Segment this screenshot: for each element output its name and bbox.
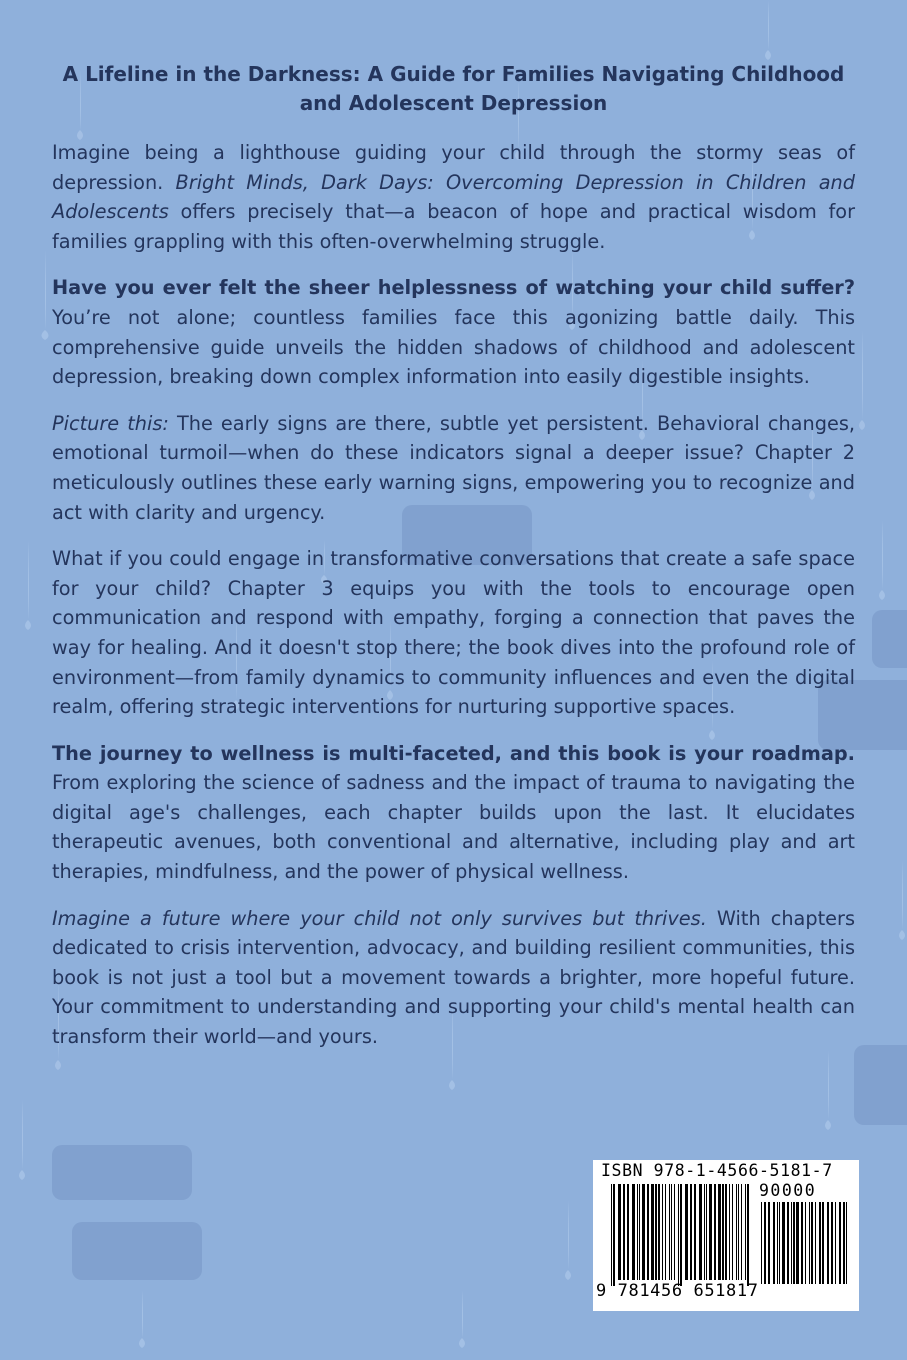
barcode-bar xyxy=(738,1184,739,1280)
barcode-bar xyxy=(637,1184,638,1280)
roadmap-rest: From exploring the science of sadness and the impact of trauma to navigating the digital age's challenges, each chapter builds upon the last. It elucidates therapeutic avenues, both conventional and alternative, including play and art therapies, mindfulness, and the power of physical wellness. xyxy=(52,771,855,884)
barcode-bar xyxy=(690,1184,692,1280)
book-title: Bright Minds, Dark Days: Overcoming Depression in Children and Adolescents xyxy=(52,170,855,224)
barcode-bar xyxy=(709,1184,712,1280)
barcode-bar xyxy=(745,1184,746,1280)
intro-end: offers precisely that—a beacon of hope and practical wisdom for families grappling with this often-overwhelming struggle. xyxy=(52,200,855,253)
barcode-bar xyxy=(613,1184,615,1286)
blurb-title: A Lifeline in the Darkness: A Guide for Families Navigating Childhood and Adolescent Depression xyxy=(62,62,845,115)
addon-bar xyxy=(831,1202,833,1284)
early-signs-lead: Picture this: xyxy=(52,411,169,435)
addon-bar xyxy=(801,1202,803,1284)
addon-bar xyxy=(809,1202,810,1284)
addon-bar xyxy=(811,1202,813,1284)
barcode-bar xyxy=(747,1184,749,1286)
barcode-bar xyxy=(736,1184,737,1280)
addon-bar xyxy=(787,1202,789,1284)
addon-bar xyxy=(846,1202,847,1284)
barcode-bar xyxy=(714,1184,716,1280)
barcode-bar xyxy=(627,1184,629,1280)
paragraph-conversations: What if you could engage in transformative conversations that create a safe space for your child? Chapter 3 equips you with the tools to encourage open communication and respond with empathy, forging a connection that paves the way for healing. And it doesn't stop there; the book dives into the profound role of environment—from family dynamics to community influences and even the digital realm, offering strategic interventions for nurturing supportive spaces. xyxy=(52,547,855,719)
barcode-bar xyxy=(732,1184,733,1280)
early-signs-rest: The early signs are there, subtle yet persistent. Behavioral changes, emotional turmoil—when do these indicators signal a deeper issue? Chapter 2 meticulously outlines these early warning signs, empowering you to recognize and act with clarity and urgency. xyxy=(52,411,855,524)
barcode-bar xyxy=(658,1184,660,1280)
ean-digits: 9 781456 651817 xyxy=(596,1281,759,1301)
addon-bar xyxy=(793,1202,795,1284)
intro-start: Imagine being a lighthouse guiding your child through the stormy seas of depression. xyxy=(52,141,855,194)
paragraph-intro xyxy=(52,138,855,256)
isbn-label: ISBN 978-1-4566-5181-7 xyxy=(601,1161,833,1180)
paragraph-helplessness xyxy=(52,273,855,391)
addon-bar xyxy=(843,1202,845,1284)
barcode-bar xyxy=(611,1184,612,1286)
barcode-bar xyxy=(741,1184,742,1280)
paragraph-future xyxy=(52,904,855,1052)
addon-bar xyxy=(761,1202,762,1284)
addon-bar xyxy=(815,1202,816,1284)
addon-bar xyxy=(796,1202,799,1284)
barcode-bar xyxy=(674,1184,675,1280)
barcode-bar xyxy=(623,1184,625,1280)
helplessness-rest: You’re not alone; countless families face this agonizing battle daily. This comprehensive guide unveils the hidden shadows of childhood and adolescent depression, breaking down complex information into easily digestible insights. xyxy=(52,305,855,389)
addon-bar xyxy=(779,1202,780,1284)
addon-bar xyxy=(791,1202,792,1284)
paragraph-roadmap xyxy=(52,739,855,887)
future-lead: Imagine a future where your child not only survives but thrives. xyxy=(52,906,707,930)
barcode-bar xyxy=(704,1184,705,1280)
roadmap-lead: The journey to wellness is multi-faceted, and this book is your roadmap. xyxy=(52,741,855,765)
addon-bar xyxy=(835,1202,836,1284)
barcode-bar xyxy=(685,1184,688,1280)
barcode-bar xyxy=(618,1184,621,1280)
addon-bar xyxy=(805,1202,806,1284)
barcode-bar xyxy=(632,1184,635,1280)
barcode-bar xyxy=(669,1184,670,1280)
addon-bar xyxy=(782,1202,785,1284)
barcode-bar xyxy=(729,1184,730,1280)
price-addon-digits: 90000 xyxy=(759,1181,817,1200)
barcode-bar xyxy=(655,1184,657,1280)
barcode-bar xyxy=(725,1184,727,1280)
addon-bar xyxy=(764,1202,766,1284)
barcode-panel xyxy=(593,1160,859,1311)
paragraph-early-signs xyxy=(52,409,855,527)
barcode-bar xyxy=(639,1184,640,1280)
addon-bar xyxy=(827,1202,829,1284)
barcode-bar xyxy=(718,1184,721,1280)
barcode-bar xyxy=(665,1184,666,1280)
addon-bar xyxy=(768,1202,770,1284)
addon-bar xyxy=(773,1202,775,1284)
addon-bar xyxy=(819,1202,821,1284)
barcode-bar xyxy=(642,1184,645,1280)
addon-bar xyxy=(839,1202,841,1284)
barcode-bar xyxy=(699,1184,702,1280)
barcode-bar xyxy=(662,1184,663,1280)
barcode-bar xyxy=(647,1184,649,1280)
addon-bar xyxy=(822,1202,824,1284)
barcode-bar xyxy=(671,1184,672,1280)
barcode-bar xyxy=(678,1184,679,1286)
back-cover-text xyxy=(52,60,855,1069)
barcode-bar xyxy=(706,1184,707,1280)
barcode-bar xyxy=(694,1184,696,1280)
barcode-bar xyxy=(651,1184,654,1280)
future-rest: With chapters dedicated to crisis intervention, advocacy, and building resilient communities, this book is not just a tool but a movement towards a brighter, more hopeful future. Your commitment to understanding and supporting your child's mental health can transform their world—and yours. xyxy=(52,906,855,1049)
addon-bar xyxy=(777,1202,778,1284)
barcode-bar xyxy=(722,1184,724,1280)
barcode-bar xyxy=(680,1184,682,1286)
helplessness-lead: Have you ever felt the sheer helplessness of watching your child suffer? xyxy=(52,276,855,300)
